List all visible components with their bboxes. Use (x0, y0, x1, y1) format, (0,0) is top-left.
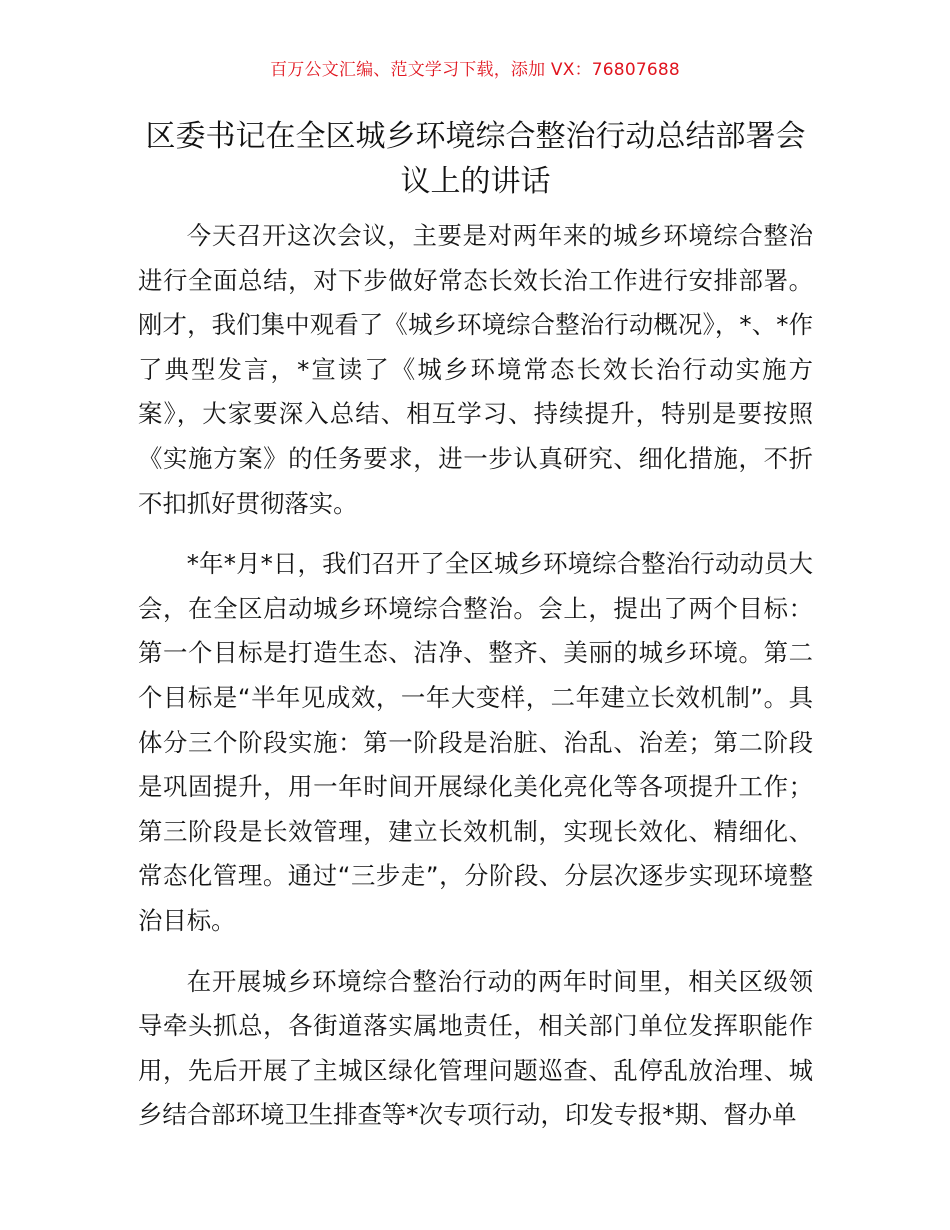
document-title: 区委书记在全区城乡环境综合整治行动总结部署会议上的讲话 (145, 119, 806, 199)
paragraph-actions: 在开展城乡环境综合整治行动的两年时间里，相关区级领导牵头抓总，各街道落实属地责任，相关部门单位发挥职能作用，先后开展了主城区绿化管理问题巡查、乱停乱放治理、城乡结合部环境卫生排查等*次专项行动，印发专报*期、督办单 (138, 966, 813, 1130)
paragraph-intro: 今天召开这次会议，主要是对两年来的城乡环境综合整治进行全面总结，对下步做好常态长效长治工作进行安排部署。刚才，我们集中观看了《城乡环境综合整治行动概况》，*、*作了典型发言，*宣读了《城乡环境常态长效长治行动实施方案》，大家要深入总结、相互学习、持续提升，特别是要按照《实施方案》的任务要求，进一步认真研究、细化措施，不折不扣抓好贯彻落实。 (138, 221, 813, 518)
paragraph-goals: *年*月*日，我们召开了全区城乡环境综合整治行动动员大会，在全区启动城乡环境综合整治。会上，提出了两个目标：第一个目标是打造生态、洁净、整齐、美丽的城乡环境。第二个目标是“半年见成效，一年大变样，二年建立长效机制”。具体分三个阶段实施：第一阶段是治脏、治乱、治差；第二阶段是巩固提升，用一年时间开展绿化美化亮化等各项提升工作；第三阶段是长效管理，建立长效机制，实现长效化、精细化、常态化管理。通过“三步走”，分阶段、分层次逐步实现环境整治目标。 (138, 549, 813, 935)
document-body (138, 214, 813, 1154)
watermark-header: 百万公文汇编、范文学习下载，添加 VX：76807688 (270, 60, 680, 80)
